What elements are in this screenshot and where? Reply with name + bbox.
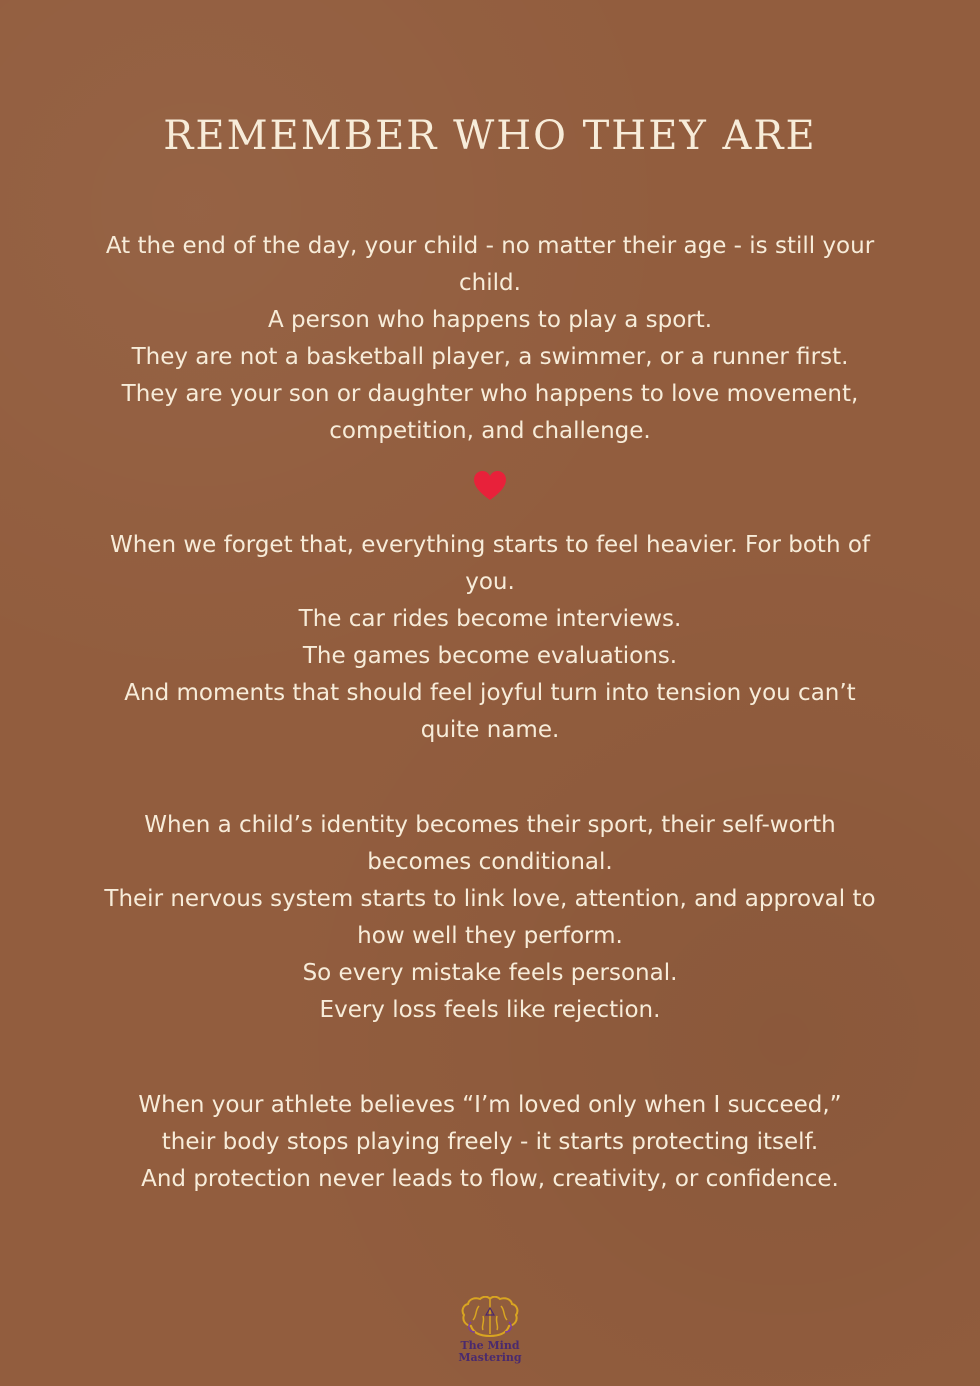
paragraph-line: you. — [465, 569, 515, 595]
logo-text-line1: The Mind — [460, 1339, 520, 1352]
paragraph-line: When a child’s identity becomes their sport, their self-worth — [144, 812, 836, 838]
paragraph-line: competition, and challenge. — [329, 418, 651, 444]
paragraph-line: The games become evaluations. — [302, 643, 678, 669]
paragraph-line: When we forget that, everything starts to feel heavier. For both of — [109, 532, 870, 558]
paragraph-line: becomes conditional. — [367, 849, 613, 875]
paragraph-line: Every loss feels like rejection. — [319, 997, 661, 1023]
paragraph-line: child. — [459, 270, 521, 296]
paragraph-2 — [84, 527, 896, 749]
paragraph-line: A person who happens to play a sport. — [267, 307, 713, 333]
paragraph-4 — [84, 1087, 896, 1198]
paragraph-line: The car rides become interviews. — [298, 606, 682, 632]
paragraph-1 — [84, 228, 896, 450]
paragraph-line: When your athlete believes “I’m loved only when I succeed,” — [138, 1092, 842, 1118]
paragraph-line: At the end of the day, your child - no matter their age - is still your — [105, 233, 875, 259]
paragraph-line: Their nervous system starts to link love, attention, and approval to — [104, 886, 876, 912]
paragraph-line: And moments that should feel joyful turn into tension you can’t — [124, 680, 856, 706]
logo-text-line2: Mastering — [458, 1351, 522, 1364]
brand-logo — [440, 1296, 540, 1368]
paragraph-line: So every mistake feels personal. — [302, 960, 678, 986]
heart-icon — [473, 470, 507, 502]
brain-icon — [457, 1296, 523, 1340]
paragraph-line: quite name. — [420, 717, 560, 743]
paragraph-line: They are your son or daughter who happens to love movement, — [121, 381, 859, 407]
paragraph-3 — [84, 807, 896, 1029]
paragraph-line: their body stops playing freely - it starts protecting itself. — [161, 1129, 819, 1155]
paragraph-line: They are not a basketball player, a swimmer, or a runner first. — [131, 344, 849, 370]
paragraph-line: And protection never leads to flow, creativity, or confidence. — [141, 1166, 839, 1192]
page-title: REMEMBER WHO THEY ARE — [163, 113, 817, 159]
paragraph-line: how well they perform. — [357, 923, 623, 949]
